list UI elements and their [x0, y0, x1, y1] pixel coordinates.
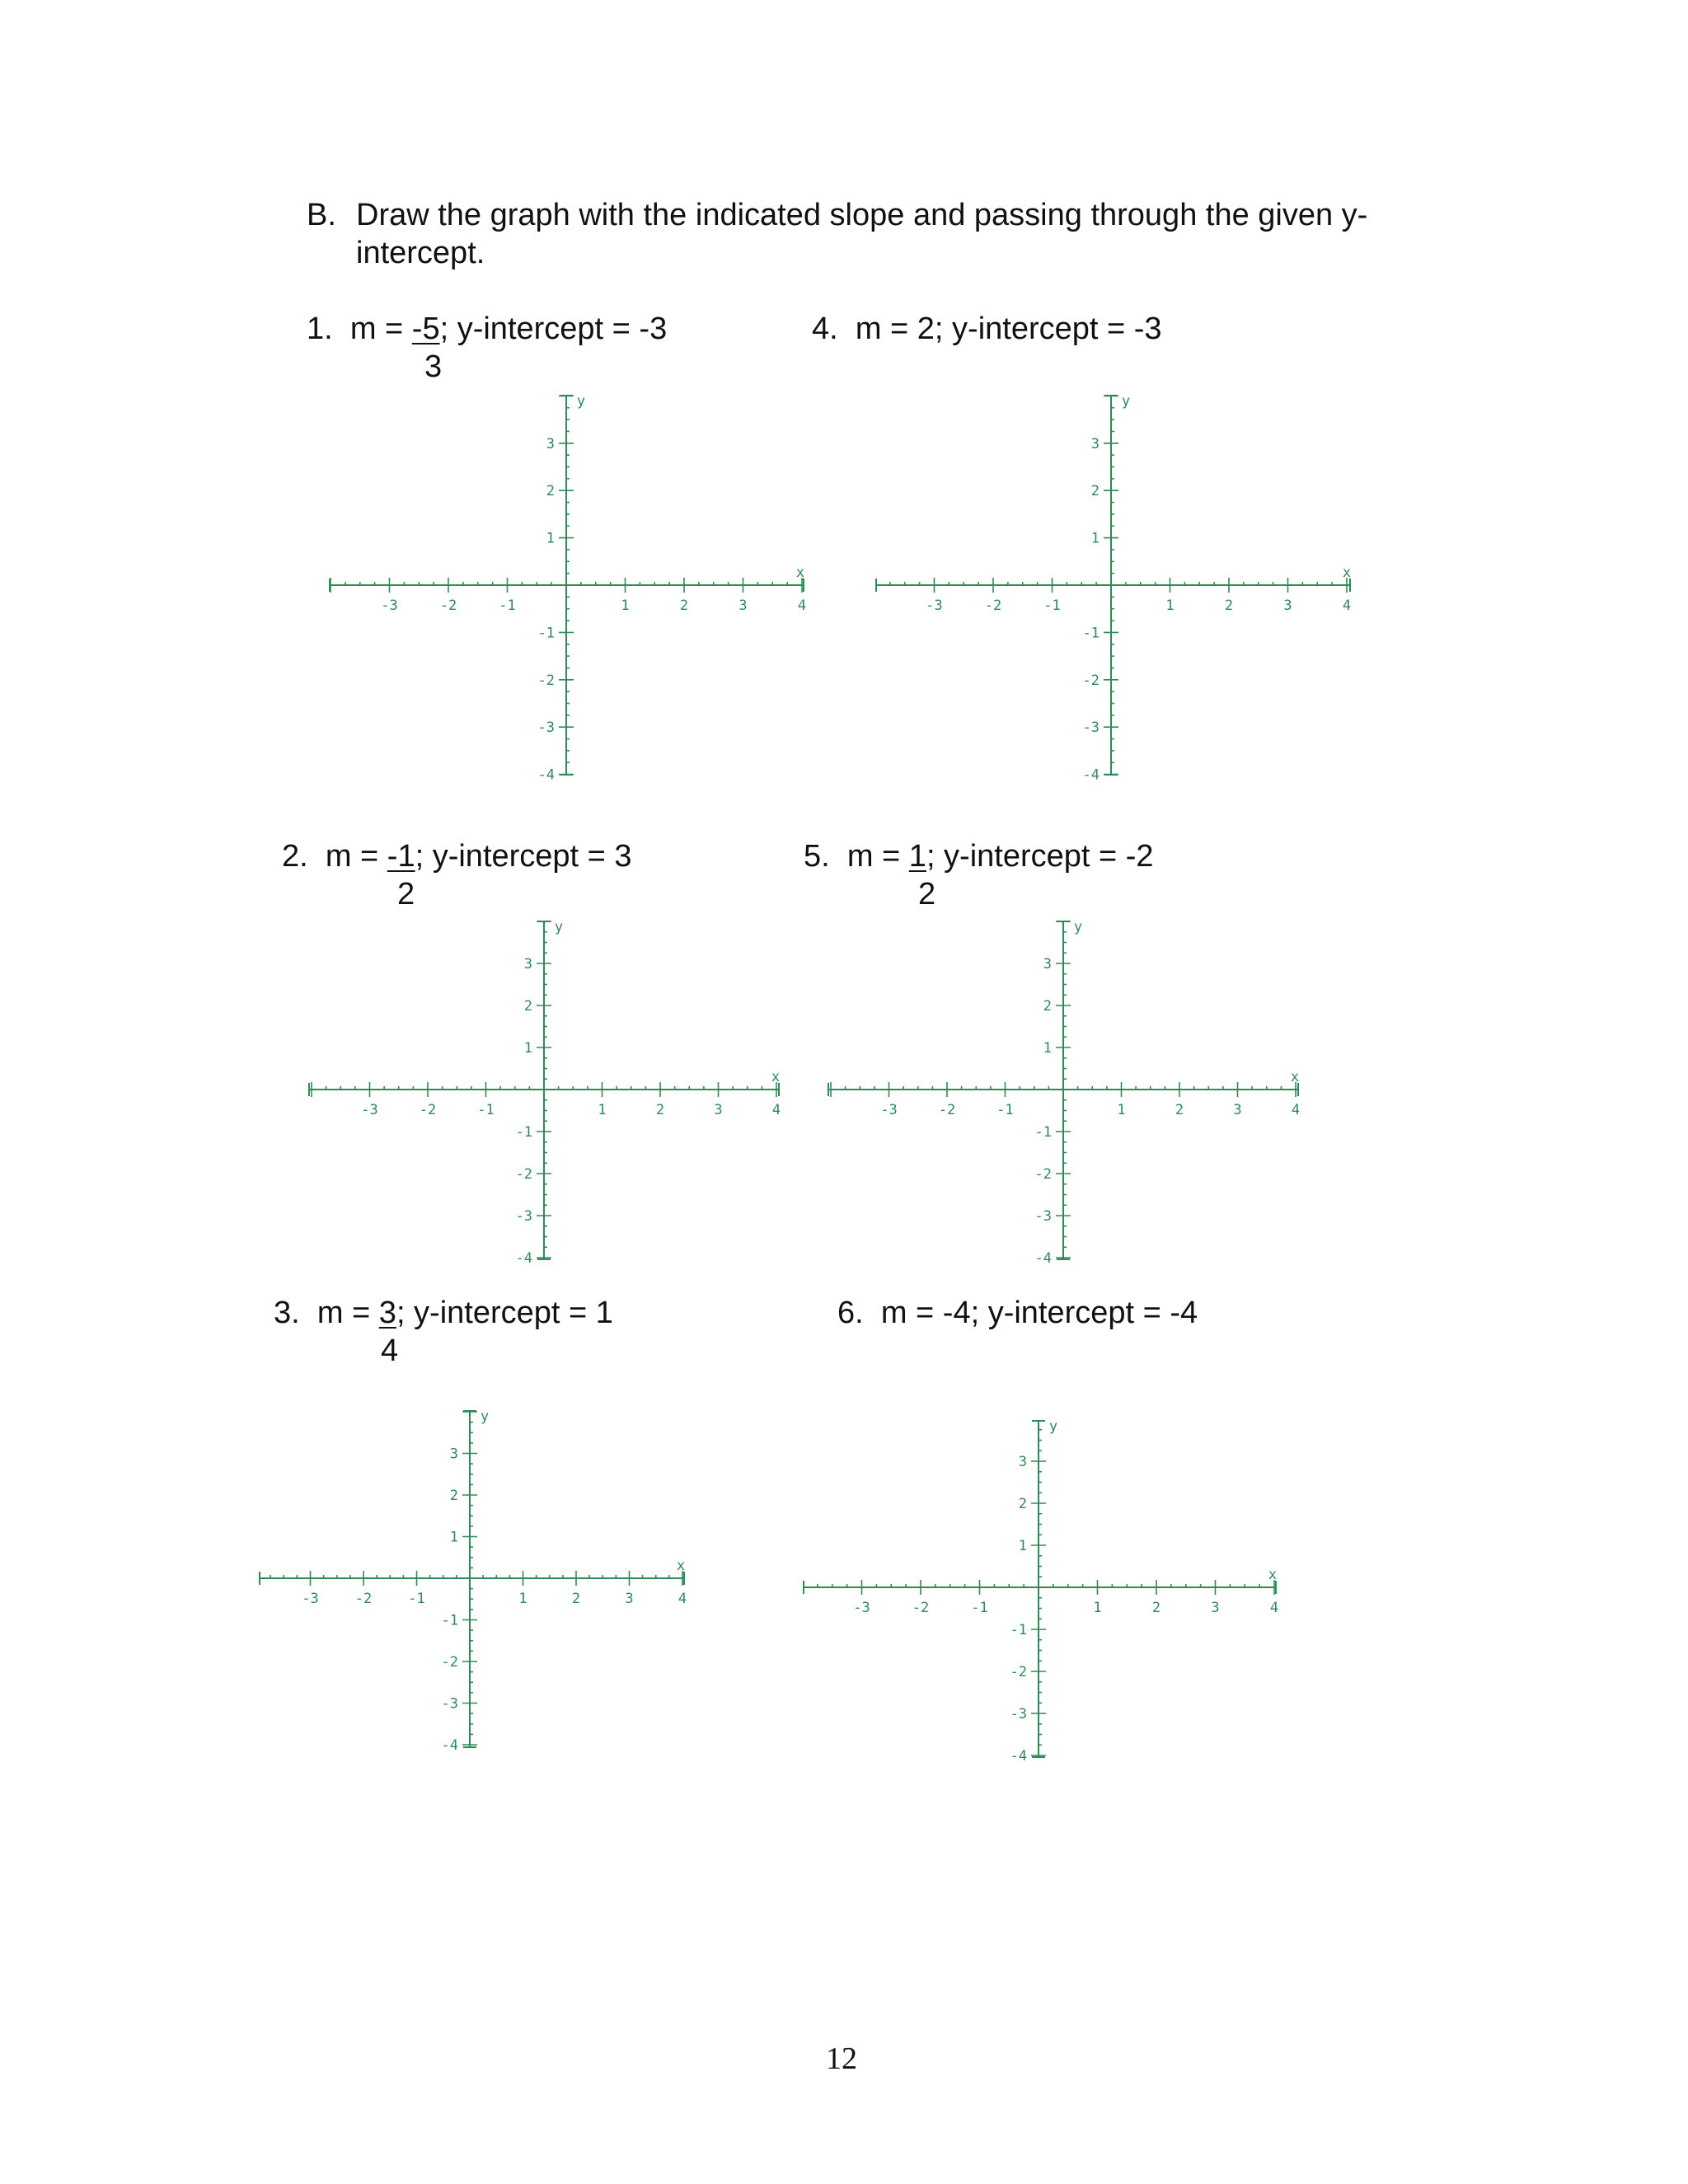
y-tick-label: -4: [1010, 1748, 1027, 1765]
y-tick-label: 1: [523, 1040, 532, 1057]
x-tick-label: -1: [1043, 598, 1061, 614]
x-tick-label: 3: [1283, 598, 1292, 614]
y-axis-label: y: [1073, 919, 1083, 935]
y-tick-label: -4: [1082, 766, 1100, 784]
y-tick-label: -2: [1082, 672, 1100, 689]
y-axis-label: y: [480, 1408, 490, 1425]
y-tick-label: -1: [537, 625, 555, 642]
slope-numerator: -5: [411, 312, 440, 346]
x-tick-label: 4: [1291, 1102, 1301, 1118]
problem-intercept: ; y-intercept = 1: [396, 1296, 613, 1330]
y-axis-label: y: [1048, 1418, 1058, 1435]
y-tick-label: 2: [449, 1488, 458, 1504]
x-tick-label: 2: [1224, 598, 1234, 614]
instruction-letter: B.: [307, 198, 336, 232]
x-tick-label: 1: [1117, 1102, 1126, 1118]
instruction-text: [356, 196, 1367, 272]
x-tick-label: -3: [381, 598, 398, 614]
y-tick-label: -1: [1082, 625, 1100, 642]
x-tick-label: 4: [1342, 598, 1352, 614]
y-tick-label: 3: [1090, 435, 1100, 452]
slope-denominator-3: 4: [381, 1333, 399, 1368]
x-tick-label: -1: [971, 1600, 988, 1616]
x-tick-label: 3: [625, 1591, 634, 1607]
y-tick-label: 2: [1018, 1496, 1027, 1512]
x-tick-label: 3: [1233, 1102, 1242, 1118]
x-tick-label: -1: [499, 598, 516, 614]
y-tick-label: -3: [1010, 1706, 1027, 1722]
slope-numerator: 1: [908, 839, 926, 874]
y-tick-label: -4: [1034, 1250, 1052, 1267]
y-tick-label: -2: [1034, 1166, 1052, 1183]
x-tick-label: -3: [361, 1102, 378, 1118]
x-axis-label: x: [1268, 1567, 1278, 1583]
y-tick-label: 3: [546, 435, 555, 452]
problem-slope-prefix: m =: [316, 1296, 379, 1330]
y-tick-label: 3: [523, 956, 532, 972]
problem-number: 3.: [274, 1296, 300, 1330]
problem-5: [804, 837, 1154, 875]
x-tick-label: -2: [419, 1102, 437, 1118]
problem-number: 2.: [282, 839, 308, 874]
y-tick-label: -1: [1010, 1622, 1027, 1638]
slope-numerator: 3: [378, 1296, 396, 1330]
y-tick-label: 2: [523, 998, 532, 1015]
slope-denominator-1: 3: [424, 349, 443, 384]
x-tick-label: -3: [302, 1591, 319, 1607]
x-tick-label: 2: [679, 598, 689, 614]
problem-intercept: ; y-intercept = 3: [415, 839, 632, 874]
y-tick-label: -4: [441, 1737, 458, 1754]
problem-number: 6.: [837, 1296, 864, 1330]
y-axis-label: y: [576, 393, 586, 410]
y-tick-label: 3: [1018, 1454, 1027, 1470]
x-tick-label: 2: [1151, 1600, 1161, 1616]
slope-denominator-2: 2: [397, 877, 415, 912]
x-tick-label: 1: [621, 598, 630, 614]
problem-slope-prefix: m =: [325, 839, 387, 874]
y-tick-label: -4: [515, 1250, 532, 1267]
problem-3: [274, 1294, 613, 1332]
x-tick-label: 4: [678, 1591, 687, 1607]
x-tick-label: 3: [1211, 1600, 1220, 1616]
x-tick-label: -3: [880, 1102, 898, 1118]
y-tick-label: 1: [1018, 1538, 1027, 1554]
y-tick-label: -3: [441, 1695, 458, 1713]
x-tick-label: -3: [926, 598, 943, 614]
x-tick-label: 3: [714, 1102, 723, 1118]
x-tick-label: 4: [797, 598, 807, 614]
y-axis-label: y: [1121, 393, 1131, 410]
y-axis-label: y: [554, 919, 564, 935]
y-tick-label: -1: [1034, 1124, 1052, 1141]
slope-numerator: -1: [387, 839, 415, 874]
y-tick-label: 3: [449, 1446, 458, 1463]
y-tick-label: 1: [1090, 530, 1100, 547]
y-tick-label: 1: [449, 1529, 458, 1546]
problem-number: 1.: [307, 312, 333, 346]
y-tick-label: 2: [546, 483, 555, 500]
problem-4: [812, 310, 1162, 348]
x-axis-label: x: [771, 1069, 781, 1085]
x-tick-label: 3: [738, 598, 748, 614]
problem-intercept: ; y-intercept = -2: [926, 839, 1154, 874]
slope-denominator-5: 2: [918, 877, 936, 912]
y-tick-label: 2: [1090, 483, 1100, 500]
problem-intercept: ; y-intercept = -3: [439, 312, 668, 346]
y-tick-label: -3: [1082, 719, 1100, 737]
x-tick-label: -2: [984, 598, 1002, 614]
x-tick-label: 4: [771, 1102, 781, 1118]
x-tick-label: -2: [354, 1591, 373, 1607]
problem-number: 4.: [812, 312, 838, 346]
x-tick-label: -1: [477, 1102, 495, 1118]
y-tick-label: 3: [1043, 956, 1052, 972]
problem-slope-and-intercept: m = 2; y-intercept = -3: [855, 312, 1162, 346]
x-tick-label: -3: [853, 1600, 870, 1616]
y-tick-label: 2: [1043, 998, 1052, 1015]
y-tick-label: 1: [546, 530, 555, 547]
x-tick-label: 1: [518, 1591, 528, 1607]
x-axis-label: x: [1342, 565, 1352, 581]
y-tick-label: -2: [441, 1654, 458, 1671]
x-tick-label: 2: [571, 1591, 581, 1607]
problem-number: 5.: [804, 839, 830, 874]
problem-slope-prefix: m =: [349, 312, 412, 346]
x-tick-label: -1: [408, 1591, 425, 1607]
x-tick-label: 4: [1269, 1600, 1279, 1616]
page-number: 12: [826, 2041, 857, 2076]
problem-1: [307, 310, 667, 348]
y-tick-label: -1: [515, 1124, 532, 1141]
y-tick-label: -2: [537, 672, 555, 689]
y-tick-label: -1: [441, 1612, 458, 1629]
y-tick-label: 1: [1043, 1040, 1052, 1057]
instruction-line-2: intercept.: [356, 236, 485, 270]
x-tick-label: 1: [1165, 598, 1175, 614]
problem-6: [837, 1294, 1198, 1332]
y-tick-label: -3: [537, 719, 555, 737]
problem-2: [282, 837, 632, 875]
problem-slope-prefix: m =: [846, 839, 909, 874]
problem-slope-and-intercept: m = -4; y-intercept = -4: [880, 1296, 1198, 1330]
x-axis-label: x: [1290, 1069, 1300, 1085]
x-tick-label: -1: [996, 1102, 1014, 1118]
y-tick-label: -2: [515, 1166, 532, 1183]
y-tick-label: -3: [1034, 1208, 1052, 1225]
y-tick-label: -4: [537, 766, 555, 784]
x-tick-label: -2: [912, 1600, 930, 1616]
x-tick-label: -2: [938, 1102, 956, 1118]
x-axis-label: x: [676, 1558, 686, 1574]
instruction-line-1: Draw the graph with the indicated slope and passing through the given y-: [356, 198, 1368, 232]
x-tick-label: 2: [655, 1102, 665, 1118]
x-tick-label: 1: [598, 1102, 607, 1118]
x-tick-label: 1: [1093, 1600, 1102, 1616]
y-tick-label: -2: [1010, 1664, 1027, 1680]
y-tick-label: -3: [515, 1208, 532, 1225]
x-axis-label: x: [795, 565, 805, 581]
x-tick-label: 2: [1175, 1102, 1184, 1118]
x-tick-label: -2: [439, 598, 457, 614]
